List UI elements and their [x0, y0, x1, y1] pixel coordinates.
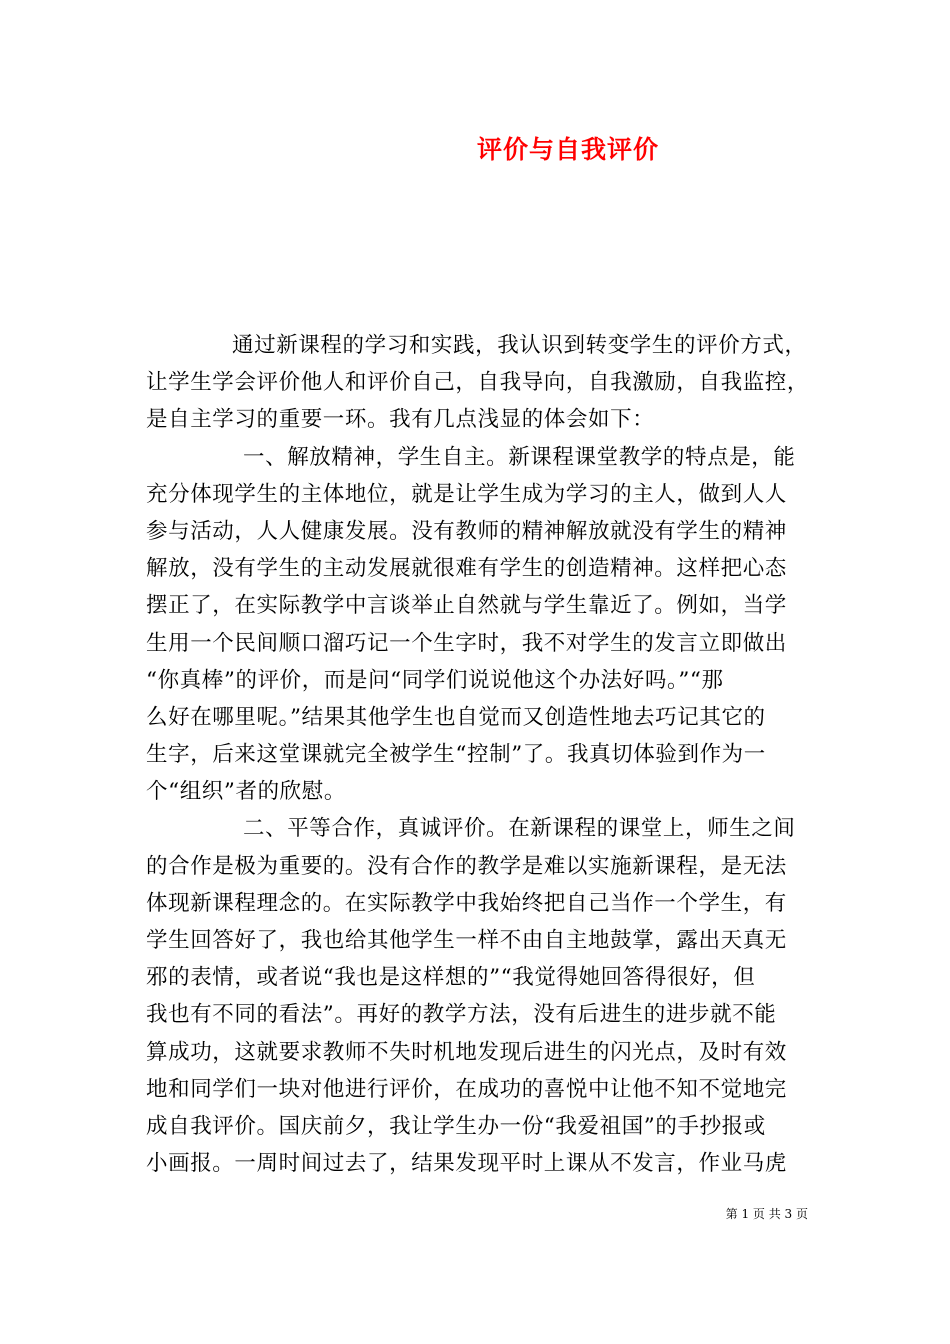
section-two-line: 成自我评价。国庆前夕，我让学生办一份“我爱祖国”的手抄报或: [146, 1113, 766, 1139]
document-body: [146, 327, 811, 1182]
paragraph-intro-line: 是自主学习的重要一环。我有几点浅显的体会如下：: [146, 407, 655, 433]
section-one-line: 摆正了，在实际教学中言谈举止自然就与学生靠近了。例如，当学: [146, 593, 787, 619]
section-two-line: 体现新课程理念的。在实际教学中我始终把自己当作一个学生，有: [146, 890, 787, 916]
section-one-line: 解放，没有学生的主动发展就很难有学生的创造精神。这样把心态: [146, 556, 787, 582]
section-two-line: 算成功，这就要求教师不失时机地发现后进生的闪光点，及时有效: [146, 1039, 787, 1065]
section-one-line: 参与活动，人人健康发展。没有教师的精神解放就没有学生的精神: [146, 518, 787, 544]
page-number-footer: 第 1 页 共 3 页: [725, 1207, 808, 1221]
section-one-line: 么好在哪里呢。”结果其他学生也自觉而又创造性地去巧记其它的: [146, 704, 766, 730]
document-title: 评价与自我评价: [476, 135, 659, 164]
section-two-line: 的合作是极为重要的。没有合作的教学是难以实施新课程，是无法: [146, 853, 787, 879]
paragraph-intro-line: 让学生学会评价他人和评价自己，自我导向，自我激励，自我监控，: [146, 370, 810, 396]
paragraph-intro-line: 通过新课程的学习和实践，我认识到转变学生的评价方式，: [232, 333, 807, 358]
section-one-line: 生用一个民间顺口溜巧记一个生字时，我不对学生的发言立即做出: [146, 630, 787, 656]
section-two-line: 小画报。一周时间过去了，结果发现平时上课从不发言，作业马虎: [146, 1151, 787, 1177]
section-two-line: 邪的表情，或者说“我也是这样想的”“我觉得她回答得很好，但: [146, 965, 756, 991]
section-one-line: 一、解放精神，学生自主。新课程课堂教学的特点是，能: [243, 444, 796, 470]
section-one-line: 充分体现学生的主体地位，就是让学生成为学习的主人，做到人人: [146, 481, 787, 507]
section-two-line: 地和同学们一块对他进行评价，在成功的喜悦中让他不知不觉地完: [146, 1076, 787, 1102]
section-one-line: 个“组织”者的欣慰。: [146, 779, 346, 805]
section-one-line: “你真棒”的评价，而是问“同学们说说他这个办法好吗。”“那: [146, 667, 724, 693]
section-one-line: 生字，后来这堂课就完全被学生“控制”了。我真切体验到作为一: [146, 742, 766, 768]
section-two-line: 二、平等合作，真诚评价。在新课程的课堂上，师生之间: [243, 816, 796, 842]
section-two-line: 学生回答好了，我也给其他学生一样不由自主地鼓掌，露出天真无: [146, 928, 787, 953]
section-two-line: 我也有不同的看法”。再好的教学方法，没有后进生的进步就不能: [146, 1002, 777, 1028]
